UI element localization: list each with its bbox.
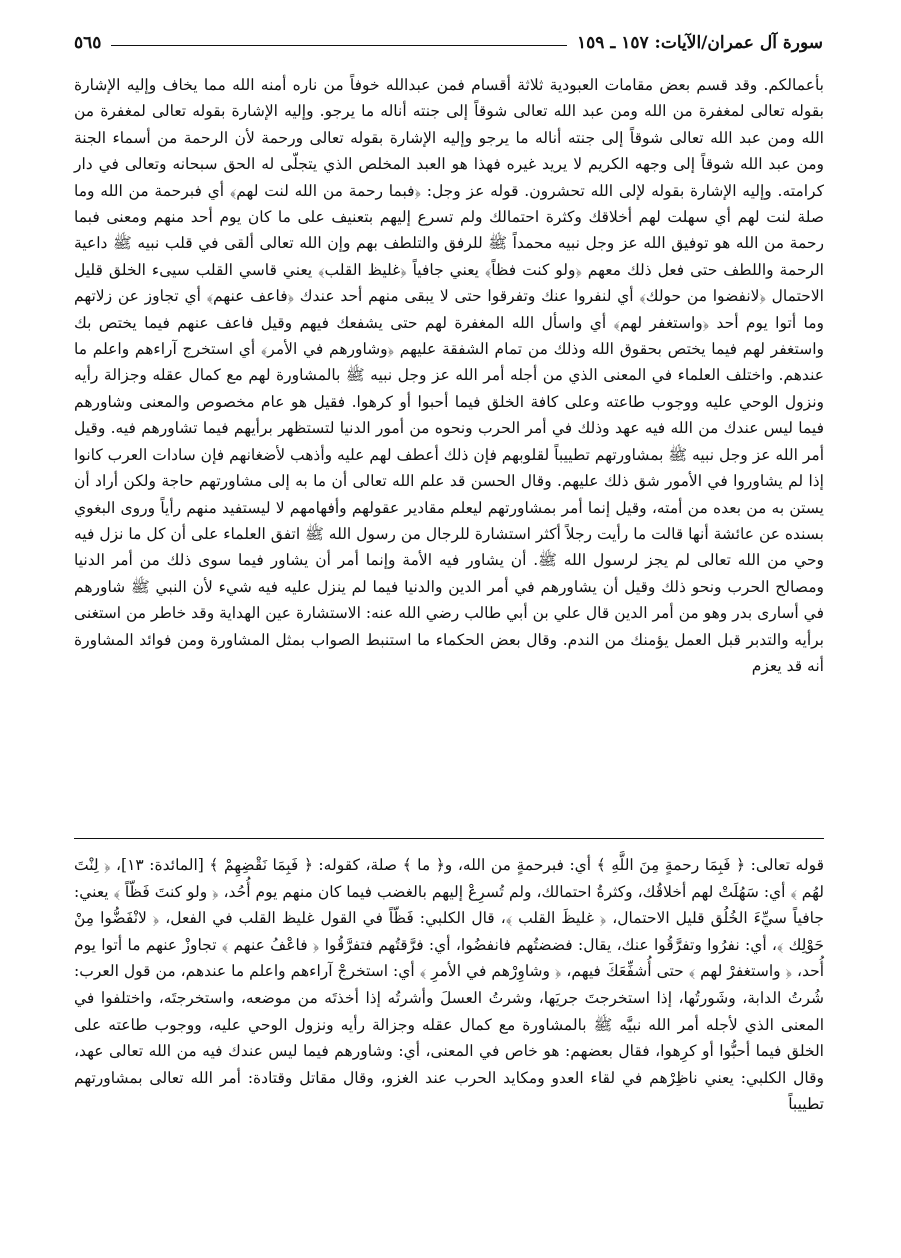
running-title: سورة آل عمران/الآيات: ١٥٧ ـ ١٥٩ <box>577 33 823 53</box>
commentary-paragraph: بأعمالكم. وقد قسم بعض مقامات العبودية ثلاثة أقسام فمن عبدالله خوفاً من ناره أمنه الله مما يخاف وإليه الإشارة بقوله تعالى لمغفرة من الله ومن عبد الله تعالى شوقاً إلى جنته أناله ما يرجو. وإليه الإشارة بقوله تعالى لمغفرة من الله ومن عبد الله تعالى شوقاً إلى جنته أناله ما يرجو وإليه الإشارة بقوله تعالى ورحمة لأن الرحمة من أسماء الجنة ومن عبد الله شوقاً إلى وجهه الكريم لا يريد غيره فهذا هو العبد المخلص الذي يتجلّى له الحق سبحانه وتعالى في دار كرامته. وإليه الإشارة بقوله لإلى الله تحشرون. قوله عز وجل: ﴿فبما رحمة من الله لنت لهم﴾ أي فبرحمة من الله وما صلة لنت لهم أي سهلت لهم أخلاقك وكثرة احتمالك ولم تسرع إليهم بتعنيف على ما كان يوم أحد منهم ومعنى فبما رحمة من الله هو توفيق الله عز وجل نبيه محمداً ﷺ للرفق والتلطف بهم وإن الله تعالى ألقى في قلب نبيه ﷺ داعية الرحمة واللطف حتى فعل ذلك معهم ﴿ولو كنت فظاً﴾ يعني جافياً ﴿غليظ القلب﴾ يعني قاسي القلب سيىء الخلق قليل الاحتمال ﴿لانفضوا من حولك﴾ أي لنفروا عنك وتفرقوا حتى لا يبقى منهم أحد عندك ﴿فاعف عنهم﴾ أي تجاوز عن زلاتهم وما أتوا يوم أحد ﴿واستغفر لهم﴾ أي واسأل الله المغفرة لهم حتى يشفعك فيهم وقيل فاعف عنهم فيما يختص بك واستغفر لهم فيما يختص بحقوق الله وذلك من تمام الشفقة عليهم ﴿وشاورهم في الأمر﴾ أي استخرج آراءهم واعلم ما عندهم. واختلف العلماء في المعنى الذي من أجله أمر الله عز وجل نبيه ﷺ بالمشاورة لهم مع كمال عقله وجزالة رأيه ونزول الوحي عليه ووجوب طاعته وعلى كافة الخلق فيما أحبوا أو كرهوا. فقيل هو عام مخصوص والمعنى وشاورهم فيما ليس عندك من الله فيه عهد وذلك في أمر الحرب ونحوه من أمور الدنيا لتستظهر برأيهم فيما تشاورهم فيه. وقيل أمر الله عز وجل نبيه ﷺ بمشاورتهم تطييباً لقلوبهم فإن ذلك أعطف لهم عليه وأذهب لأضغانهم فإن سادات العرب كانوا إذا لم يشاوروا في الأمور شق ذلك عليهم. وقال الحسن قد علم الله تعالى أن ما به إلى مشاورتهم حاجة ولكن أراد أن يستن به من بعده من أمته، وقيل إنما أمر بمشاورتهم ليعلم مقادير عقولهم وأفهامهم لا ليستفيد منهم رأياً وروى البغوي بسنده عن عائشة أنها قالت ما رأيت رجلاً أكثر استشارة للرجال من رسول الله ﷺ اتفق العلماء على أن كل ما نزل فيه وحي من الله تعالى لم يجز لرسول الله ﷺ. أن يشاور فيه الأمة وإنما أمر أن يشاور فيما سوى ذلك من أمر الدنيا ومصالح الحرب ونحو ذلك وقيل أن يشاورهم في أمر الدين والدنيا فيما لم ينزل عليه فيه شيء لأن النبي ﷺ شاورهم في أسارى بدر وهو من أمر الدين قال علي بن أبي طالب رضي الله عنه: الاستشارة عين الهداية وقد خاطر من استغنى برأيه والتدبر قبل العمل يؤمنك من الندم. وقال بعض الحكماء ما استنبط الصواب بمثل المشاورة ومن فوائد المشاورة أنه قد يعزم <box>74 76 824 675</box>
margin-paragraph: قوله تعالى: ﴿ فَبِمَا رحمةٍ مِنَ اللَّهِ ﴾ أي: فبرحمةٍ من الله، و﴿ ما ﴾ صلة، كقوله: ﴿ فَبِمَا نَقْضِهِمْ ﴾ [المائدة: ١٣]، ﴿ لِنْتَ لهُم ﴾ أي: سَهُلَتْ لهم أخلاقُك، وكثرةُ احتمالك، ولم تُسرِعْ إليهم بالغضب فيما كان منهم يوم أُحُد، ﴿ ولو كنتَ فَظّاً ﴾ يعني: جافياً سيِّءَ الخُلُق قليل الاحتمال، ﴿ غليظَ القلب ﴾، قال الكلبي: فَظّاً في القول غليظ القلب في الفعل، ﴿ لانْفَضُّوا مِنْ حَوْلِك ﴾، أي: نفرُوا وتفرَّقُوا عنك، يقال: فضضتُهم فانفضُوا، أي: فرَّقتُهم فتفرَّقُوا ﴿ فاعْفُ عنهم ﴾ تجاوزْ عنهم ما أتوا يوم أُحد، ﴿ واستغفرْ لهم ﴾ حتى أُشفِّعَكَ فيهم، ﴿ وشاوِرْهم في الأمرِ ﴾ أي: استخرجْ آراءهم واعلم ما عندهم، من قول العرب: شُرتُ الدابة، وشَورتُها، إذا استخرجتَ جريَها، وشرتُ العسلَ وأشرتُه إذا أخذتَه من موضعه، واستخرجتَه، واختلفوا في المعنى الذي لأجله أمر الله نبيَّه ﷺ بالمشاورة مع كمال عقله وجزالة رأيه ونزول الوحي عليه، ووجوب طاعته على الخلق فيما أحبُّوا أو كرِهوا، فقال بعضهم: هو خاص في المعنى، أي: وشاورهم فيما ليس عندك فيه من الله تعالى عهد، وقال الكلبي: يعني ناظِرْهم في لقاء العدو ومكايد الحرب عند الغزو، وقال مقاتل وقتادة: أمر الله تعالى بمشاورتهم تطييباً <box>74 856 824 1114</box>
page-number: ٥٦٥ <box>74 33 102 53</box>
margin-commentary <box>74 852 824 1118</box>
header-rule <box>111 45 567 46</box>
footnote-separator <box>74 838 824 839</box>
main-commentary <box>74 72 824 679</box>
page-header <box>74 30 823 56</box>
